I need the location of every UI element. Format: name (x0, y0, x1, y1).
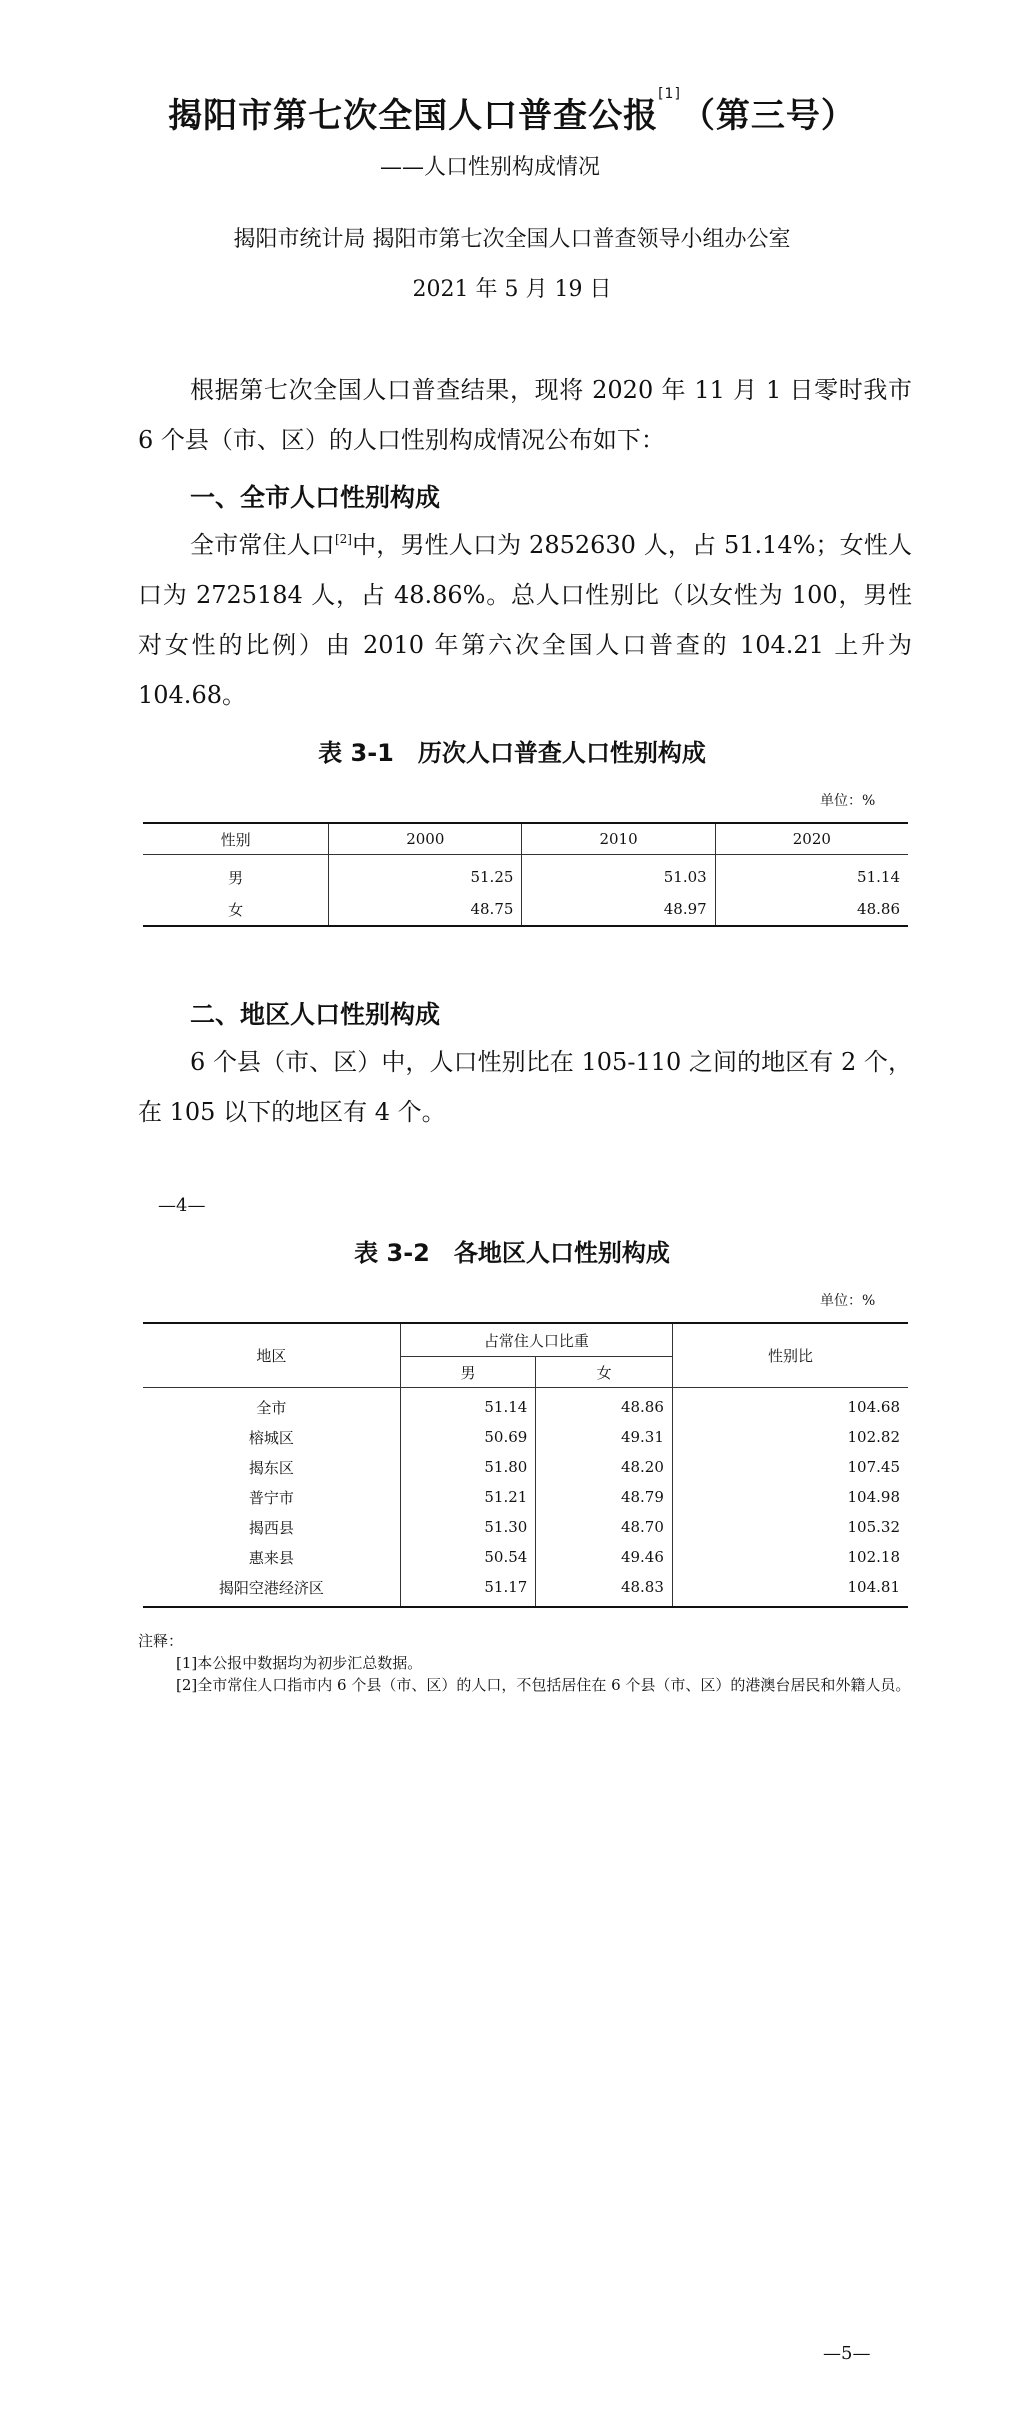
table2-cell: 51.17 (400, 1572, 536, 1607)
table1-unit: 单位：% (820, 793, 876, 809)
table1-cell: 女 (228, 900, 244, 919)
table2-cell: 揭东区 (248, 1458, 294, 1477)
table2-cell: 102.18 (672, 1542, 908, 1572)
table1-header-row (143, 823, 908, 855)
title-footnote-ref[interactable]: [1] (658, 86, 681, 102)
table1-cell: 51.25 (329, 855, 522, 894)
table1-cell: 48.97 (522, 893, 715, 926)
table1-cell: 48.75 (329, 893, 522, 926)
page-number-5: —5— (823, 2343, 871, 2364)
table-row (143, 1388, 908, 1423)
table1-cell: 51.14 (715, 855, 908, 894)
table1-header-sex: 性别 (143, 823, 329, 855)
table2-cell: 揭西县 (248, 1518, 294, 1537)
section2-heading: 二、地区人口性别构成 (190, 1000, 441, 1029)
table2-cell: 48.83 (536, 1572, 673, 1607)
table-row (143, 1452, 908, 1482)
table-row (143, 1512, 908, 1542)
table2-cell: 104.98 (672, 1482, 908, 1512)
table-row (143, 1572, 908, 1607)
footnote-1: [1]本公报中数据均为初步汇总数据。 (176, 1654, 423, 1672)
table2-cell: 102.82 (672, 1422, 908, 1452)
table2-cell: 揭阳空港经济区 (218, 1578, 324, 1597)
table2-header-region: 地区 (143, 1323, 400, 1388)
table2-cell: 51.80 (400, 1452, 536, 1482)
table1-cell: 男 (228, 868, 244, 887)
table2-cell: 惠来县 (248, 1548, 294, 1567)
table-row (143, 893, 908, 926)
table2-cell: 榕城区 (248, 1428, 294, 1447)
footnotes (138, 1630, 918, 1696)
table2-header-share: 占常住人口比重 (400, 1323, 672, 1357)
table2-cell: 50.54 (400, 1542, 536, 1572)
regional-sex-table (143, 1322, 908, 1608)
document-title (0, 88, 1024, 137)
page-number-4: —4— (158, 1195, 206, 1216)
table2-header-female: 女 (536, 1357, 673, 1388)
table1-cell: 48.86 (715, 893, 908, 926)
document-title-text: 揭阳市第七次全国人口普查公报 (168, 96, 659, 136)
section1-footnote-ref[interactable]: [2] (334, 532, 352, 546)
table2-cell: 51.21 (400, 1482, 536, 1512)
table2-cell: 50.69 (400, 1422, 536, 1452)
table2-cell: 104.81 (672, 1572, 908, 1607)
table2-unit: 单位：% (820, 1293, 876, 1309)
table2-cell: 48.70 (536, 1512, 673, 1542)
table2-header-ratio: 性别比 (672, 1323, 908, 1388)
section2-paragraph: 6 个县（市、区）中，人口性别比在 105-110 之间的地区有 2 个，在 105 以下的地区有 4 个。 (138, 1048, 912, 1126)
table2-cell: 104.68 (672, 1388, 908, 1423)
table2-title: 表 3-2 各地区人口性别构成 (354, 1239, 670, 1267)
table1-header-2020: 2020 (715, 823, 908, 855)
table2-cell: 49.31 (536, 1422, 673, 1452)
table1-cell: 51.03 (522, 855, 715, 894)
table1-title: 表 3-1 历次人口普查人口性别构成 (318, 739, 706, 767)
table2-header-male: 男 (400, 1357, 536, 1388)
section1-paragraph (138, 520, 912, 720)
table2-cell: 全市 (256, 1398, 287, 1417)
table2-cell: 107.45 (672, 1452, 908, 1482)
table1-header-2010: 2010 (522, 823, 715, 855)
table2-cell: 48.79 (536, 1482, 673, 1512)
table2-cell: 105.32 (672, 1512, 908, 1542)
table2-cell: 48.20 (536, 1452, 673, 1482)
table-row (143, 1542, 908, 1572)
census-sex-table (143, 822, 908, 927)
table-row (143, 1422, 908, 1452)
document-date: 2021 年 5 月 19 日 (412, 277, 612, 302)
section1-text-a: 全市常住人口 (190, 531, 335, 559)
footnotes-label: 注释： (138, 1632, 184, 1650)
table2-cell: 48.86 (536, 1388, 673, 1423)
document-title-suffix: （第三号） (680, 96, 856, 136)
document-subtitle: ——人口性别构成情况 (380, 155, 601, 180)
table2-header-row (143, 1323, 908, 1357)
document-issuer: 揭阳市统计局 揭阳市第七次全国人口普查领导小组办公室 (233, 227, 791, 252)
table2-cell: 普宁市 (248, 1488, 294, 1507)
footnote-2: [2]全市常住人口指市内 6 个县（市、区）的人口，不包括居住在 6 个县（市、区）的港澳台居民和外籍人员。 (176, 1676, 911, 1694)
section1-text-b: 中，男性人口为 2852630 人，占 51.14%；女性人口为 2725184 人，占 48.86%。总人口性别比（以女性为 100，男性对女性的比例）由 2010 年第六次全国人口普查的 104.21 上升为 104.68。 (138, 531, 912, 709)
table2-cell: 51.14 (400, 1388, 536, 1423)
table2-cell: 51.30 (400, 1512, 536, 1542)
table-row (143, 1482, 908, 1512)
table2-cell: 49.46 (536, 1542, 673, 1572)
table1-header-2000: 2000 (329, 823, 522, 855)
intro-paragraph: 根据第七次全国人口普查结果，现将 2020 年 11 月 1 日零时我市 6 个县（市、区）的人口性别构成情况公布如下： (138, 376, 912, 454)
table-row (143, 855, 908, 894)
section1-heading: 一、全市人口性别构成 (190, 483, 441, 512)
